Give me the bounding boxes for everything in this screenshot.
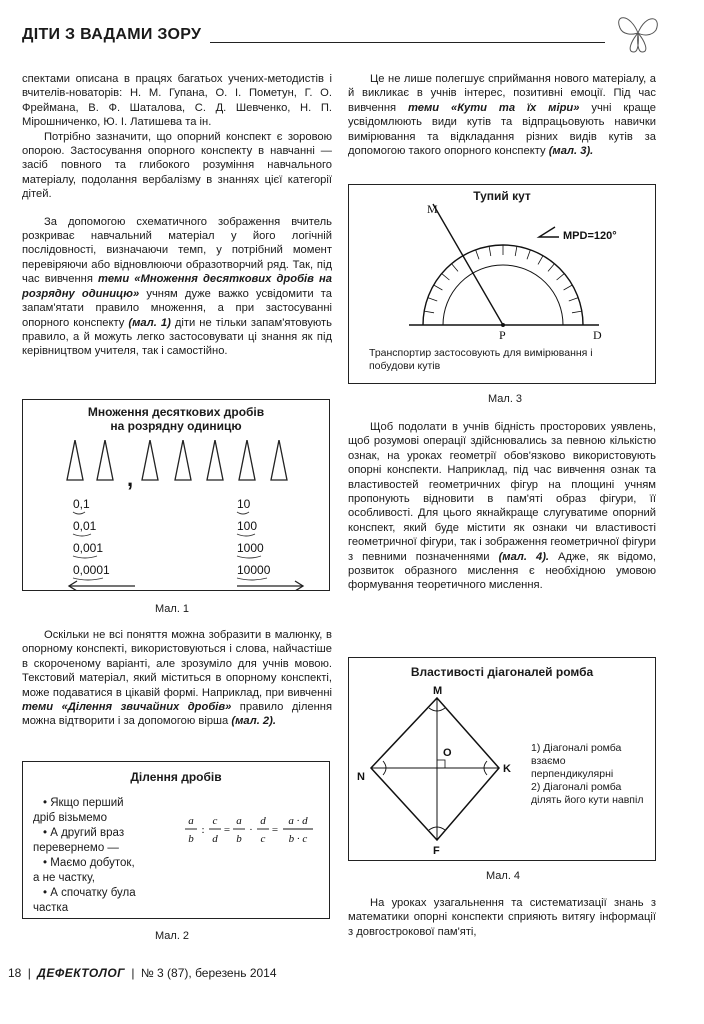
angle-sign-icon: [539, 227, 559, 237]
property-item: 1) Діагоналі ромба взаємо перпендикулярні: [531, 742, 622, 780]
magazine-logo: ДЕФЕКТОЛОГ: [37, 966, 126, 980]
header-rule: [210, 42, 605, 43]
figure-2-title: Ділення дробів: [130, 770, 222, 784]
triangle-shape: [142, 440, 158, 480]
footer: 18 | ДЕФЕКТОЛОГ | № 3 (87), березень 2014: [8, 966, 277, 980]
figure-1-box: [22, 399, 330, 591]
figure-4-title: Властивості діагоналей ромба: [410, 665, 594, 679]
point-label-m: M: [427, 202, 438, 216]
right-column-top: [348, 72, 656, 158]
triangle-shape: [271, 440, 287, 480]
left-column-top: [22, 72, 332, 359]
protractor-arc: [423, 245, 583, 325]
svg-text:b: b: [188, 833, 194, 845]
division-formula: [183, 810, 323, 850]
comma-mark: ,: [127, 466, 134, 491]
protractor-ticks: [423, 245, 583, 325]
triangle-shape: [207, 440, 223, 480]
protractor-diagram: [349, 201, 653, 341]
svg-text:a · d: a · d: [288, 815, 308, 827]
paragraph: Оскільки не всі поняття можна зобразити в малюнку, в опорному конспекті, використовуються і слова, найчастіше в скороченому варіанті, але зрозуміло для учнів мовою. Текстовий матеріал, який міститься в опорному конспекті, може подаватися в цікавій формі. Наприклад, при вивченні теми «Ділення звичайних дробів» правило ділення можна відтворити і за допомогою вірша (мал. 2).: [22, 629, 333, 728]
figure-2-box: [22, 761, 330, 919]
poem-line: • Маємо добуток,: [43, 857, 135, 869]
protractor-note: Транспортир застосовують для вимірювання і побудови кутів: [369, 347, 593, 372]
paragraph: Це не лише полегшує сприймання нового матеріалу, а й викликає в учнів інтерес, позитивні емоції. Під час вивчення теми «Кути та їх міри» учні краще усвідомлюють види кутів та відпрацьовують навички вимірювання та відкладання різних видів кутів за допомогою такого опорного конспекту (мал. 3).: [348, 73, 656, 158]
vertex-label-k: K: [503, 763, 511, 775]
figure-1-title-line1: Множення десяткових дробів: [87, 405, 265, 419]
triangle-shape: [175, 440, 191, 480]
triangle-shape: [67, 440, 83, 480]
paragraph: спектами описана в працях багатьох учених-методистів і вчителів-новаторів: Н. М. Гупана, О. І. Пометун, Г. О. Фреймана, В. Ф. Шаталова, С. Д. Шевченко, Н. П. Мірошниченко, Ю. І. Латишева та ін.: [22, 73, 332, 129]
figure-3-title: Тупий кут: [473, 189, 531, 203]
butterfly-ornament-icon: [612, 8, 664, 58]
poem-line: а не частку,: [33, 872, 95, 884]
division-poem: [33, 796, 183, 916]
paragraph: Потрібно зазначити, що опорний конспект є зоровою опорою. Застосування опорного конспекту в навчанні — засіб повного та глибокого розуміння навчального матеріалу, подолання вербалізму в знаннях цієї категорії дітей.: [22, 130, 332, 201]
center-label-o: O: [443, 747, 452, 759]
unit-label: 10: [237, 497, 251, 511]
decimal-label: 0,01: [73, 519, 97, 533]
vertex-point: [501, 323, 505, 327]
svg-text:=: =: [223, 824, 231, 836]
triangle-shape: [97, 440, 113, 480]
poem-line: • Якщо перший: [43, 797, 124, 809]
svg-text:·: ·: [249, 824, 253, 836]
paragraph: На уроках узагальнення та систематизації знань з математики опорні конспекти сприяють витягу інформації з довгострокової пам'яті,: [348, 897, 656, 938]
ray-pm: [433, 204, 503, 325]
figure-1-title-line2: на розрядну одиницю: [110, 419, 242, 433]
svg-text:c: c: [260, 833, 266, 845]
poem-line: перевернемо —: [33, 842, 119, 854]
left-column-middle: [22, 628, 332, 729]
vertex-label-n: N: [357, 771, 365, 783]
point-label-p: P: [499, 328, 506, 341]
figure-1-caption: Мал. 1: [155, 603, 190, 615]
decimal-label: 0,0001: [73, 563, 110, 577]
unit-label: 100: [237, 519, 258, 533]
right-angle-mark: [437, 760, 445, 768]
svg-text:a: a: [236, 815, 242, 827]
rhombus-properties: [531, 742, 649, 807]
right-column-middle: [348, 420, 656, 593]
figure-3-caption: Мал. 3: [488, 393, 523, 405]
decimal-label: 0,1: [73, 497, 90, 511]
svg-text:c: c: [212, 815, 218, 827]
property-item: 2) Діагоналі ромба ділять його кути навпіл: [531, 781, 644, 806]
right-column-bottom: [348, 896, 656, 939]
figure-3-box: [348, 184, 656, 384]
protractor-inner-arc: [443, 265, 563, 325]
svg-text:d: d: [212, 833, 218, 845]
poem-line: • А другий враз: [43, 827, 125, 839]
issue-info: № 3 (87), березень 2014: [140, 966, 277, 980]
page-number: 18: [8, 966, 22, 980]
svg-text:d: d: [260, 815, 266, 827]
angle-value-label: MPD=120°: [563, 230, 617, 242]
svg-text:b: b: [236, 833, 242, 845]
svg-text:b · c: b · c: [288, 833, 308, 845]
vertex-label-f: F: [433, 845, 440, 857]
section-title: ДІТИ З ВАДАМИ ЗОРУ: [22, 26, 202, 43]
unit-label: 10000: [237, 563, 271, 577]
triangle-shape: [239, 440, 255, 480]
rhombus-shape: [371, 698, 499, 840]
poem-line: дріб візьмемо: [33, 812, 107, 824]
svg-text:a: a: [188, 815, 194, 827]
figure-2-caption: Мал. 2: [155, 930, 190, 942]
poem-line: • А спочатку була: [43, 887, 136, 899]
decimal-label: 0,001: [73, 541, 104, 555]
figure-1-diagram: [23, 440, 327, 590]
rhombus-diagram: [349, 684, 519, 860]
point-label-d: D: [593, 328, 602, 341]
paragraph: Щоб подолати в учнів бідність просторових уявлень, щоб розумові операції здійснювались за певною кількістю ознак, на уроках геометрії обов'язково використовують опорні конспекти. Наприклад, під час вивчення ознак та властивостей геометричних фігур на площині учням пропонують відновити в пам'яті образ фігури, її особливості. Для цього якнайкраще слугуватиме опорний конспект, який буде містити як ознаки чи властивості геометричної фігури, так і зображення геометричної фігури з певними позначеннями (мал. 4). Адже, як відомо, розвиток образного мислення є необхідною умовою формування теоретичного мислення.: [348, 421, 656, 592]
figure-4-box: [348, 657, 656, 861]
paragraph: За допомогою схематичного зображення вчитель розкриває навчальний матеріал у його логічній послідовності, визначаючи темп, у потрібний момент перевіряючи або відновлюючи образотворчий ряд. Так, під час вивчення теми «Множення десяткових дробів на розрядну одиницю» учням дуже важко усвідомити та запам'ятати правило множення, а при застосуванні опорного конспекту (мал. 1) діти не тільки запам'ятовують правило, а й можуть легко застосовувати ці знання як під керівництвом учителя, так і самостійно.: [22, 215, 333, 358]
svg-text:=: =: [271, 824, 279, 836]
figure-4-caption: Мал. 4: [486, 870, 521, 882]
poem-line: частка: [33, 902, 69, 914]
svg-text::: :: [201, 824, 205, 836]
unit-label: 1000: [237, 541, 264, 555]
vertex-label-m: M: [433, 685, 443, 697]
